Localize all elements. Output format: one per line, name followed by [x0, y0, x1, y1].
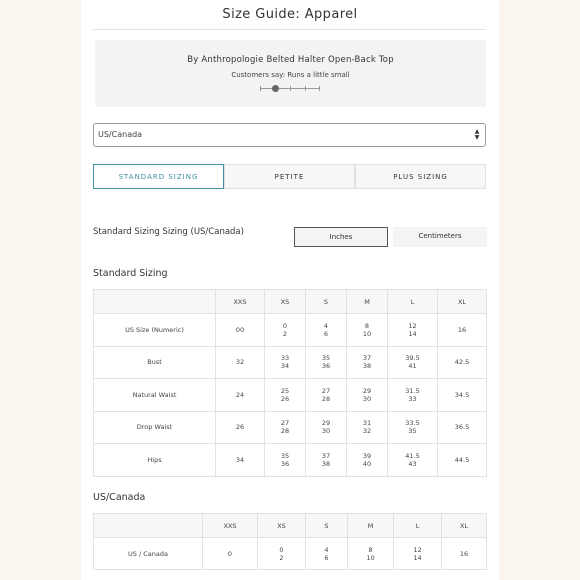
table-cell: 42.5 [438, 346, 487, 379]
column-header: XL [442, 514, 487, 538]
table-cell: 34 [216, 444, 265, 477]
fit-rating-text: Customers say: Runs a little small [231, 71, 350, 79]
table-cell: 00 [216, 314, 265, 347]
table-cell: 44.5 [438, 444, 487, 477]
column-header: L [394, 514, 442, 538]
column-header: S [306, 290, 347, 314]
column-header: L [388, 290, 438, 314]
column-header: S [306, 514, 348, 538]
column-header: XS [265, 290, 306, 314]
table-header-row [94, 290, 487, 314]
table-row [94, 314, 487, 347]
column-header: XL [438, 290, 487, 314]
table-cell: 37 38 [347, 346, 388, 379]
sizing-label: Standard Sizing Sizing (US/Canada) [93, 227, 244, 237]
table-header-row [94, 514, 487, 538]
table-cell: 35 36 [306, 346, 347, 379]
column-header [94, 290, 216, 314]
inches-button[interactable]: Inches [294, 227, 388, 247]
row-label: Natural Waist [94, 379, 216, 412]
tab-standard-sizing[interactable]: STANDARD SIZING [93, 164, 224, 189]
row-label: Drop Waist [94, 411, 216, 444]
tab-petite[interactable]: PETITE [224, 164, 355, 189]
region-select[interactable] [93, 123, 486, 147]
table-cell: 37 38 [306, 444, 347, 477]
table-cell: 0 [203, 538, 258, 570]
column-header: XS [258, 514, 306, 538]
product-name: By Anthropologie Belted Halter Open-Back Top [187, 55, 394, 65]
fit-scale-tick [319, 86, 320, 91]
us-canada-table [93, 513, 487, 570]
table-cell: 34.5 [438, 379, 487, 412]
page-title: Size Guide: Apparel [222, 7, 358, 22]
table-cell: 29 30 [306, 411, 347, 444]
table-cell: 4 6 [306, 314, 347, 347]
product-fit-box [95, 40, 486, 107]
table-cell: 8 10 [347, 314, 388, 347]
standard-sizing-table [93, 289, 487, 477]
chevron-up-down-icon: ▲ ▼ [474, 128, 480, 141]
table-row [94, 538, 487, 570]
table-cell: 41.5 43 [388, 444, 438, 477]
fit-scale-tick [260, 86, 261, 91]
table-cell: 33 34 [265, 346, 306, 379]
table-cell: 27 28 [306, 379, 347, 412]
row-label: US / Canada [94, 538, 203, 570]
table-row [94, 444, 487, 477]
table-cell: 12 14 [394, 538, 442, 570]
standard-sizing-heading: Standard Sizing [93, 268, 168, 279]
row-label: Hips [94, 444, 216, 477]
table-cell: 39.5 41 [388, 346, 438, 379]
table-row [94, 346, 487, 379]
region-select-value: US/Canada [98, 130, 143, 139]
tab-plus-sizing[interactable]: PLUS SIZING [355, 164, 486, 189]
title-divider [93, 29, 486, 30]
table-cell: 35 36 [265, 444, 306, 477]
table-cell: 8 10 [348, 538, 394, 570]
fit-scale-marker [272, 85, 279, 92]
table-cell: 31 32 [347, 411, 388, 444]
table-cell: 26 [216, 411, 265, 444]
table-cell: 36.5 [438, 411, 487, 444]
table-cell: 39 40 [347, 444, 388, 477]
table-cell: 0 2 [265, 314, 306, 347]
table-cell: 27 28 [265, 411, 306, 444]
table-cell: 25 26 [265, 379, 306, 412]
column-header: XXS [203, 514, 258, 538]
table-cell: 16 [438, 314, 487, 347]
column-header: M [347, 290, 388, 314]
us-canada-heading: US/Canada [93, 492, 146, 503]
table-cell: 29 30 [347, 379, 388, 412]
table-cell: 12 14 [388, 314, 438, 347]
table-cell: 31.5 33 [388, 379, 438, 412]
table-cell: 33.5 35 [388, 411, 438, 444]
row-label: Bust [94, 346, 216, 379]
column-header [94, 514, 203, 538]
table-cell: 32 [216, 346, 265, 379]
table-cell: 16 [442, 538, 487, 570]
table-cell: 24 [216, 379, 265, 412]
table-row [94, 379, 487, 412]
row-label: US Size (Numeric) [94, 314, 216, 347]
centimeters-button[interactable]: Centimeters [393, 227, 487, 247]
column-header: M [348, 514, 394, 538]
fit-scale-tick [305, 86, 306, 91]
fit-scale-tick [290, 86, 291, 91]
table-row [94, 411, 487, 444]
table-cell: 4 6 [306, 538, 348, 570]
table-cell: 0 2 [258, 538, 306, 570]
fit-scale [260, 86, 320, 92]
column-header: XXS [216, 290, 265, 314]
